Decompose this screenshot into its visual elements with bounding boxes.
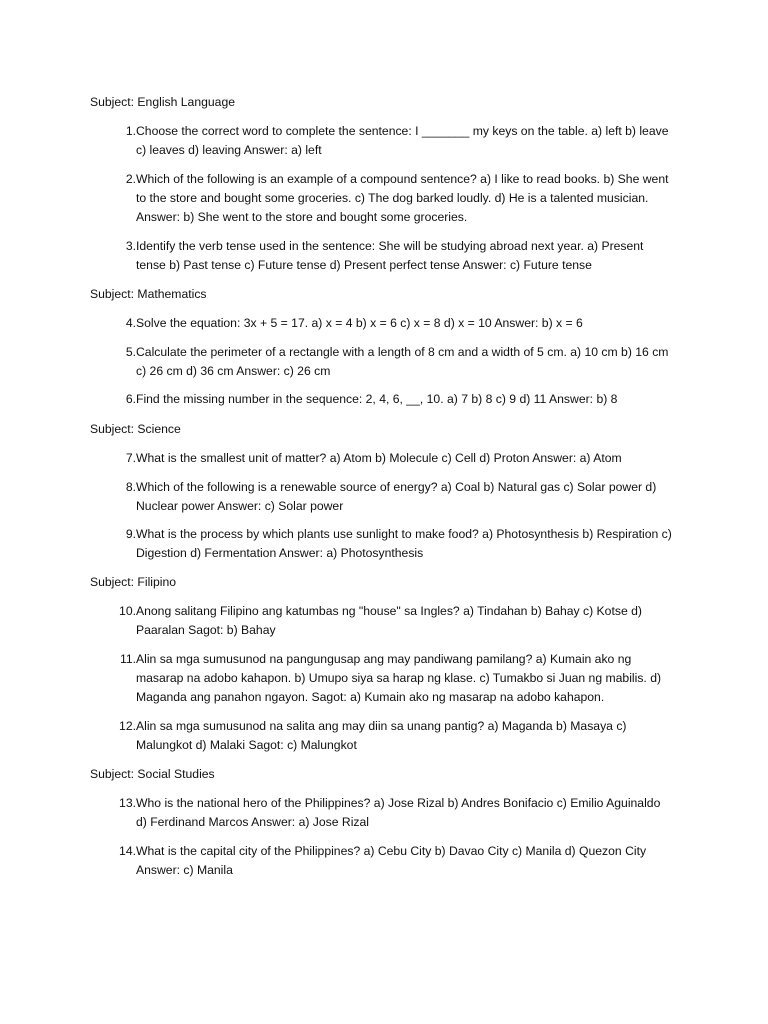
subject-heading-mathematics: Subject: Mathematics bbox=[90, 287, 207, 301]
question-text: Anong salitang Filipino ang katumbas ng "house" sa Ingles? a) Tindahan b) Bahay c) Kotse d) Paaralan Sagot: b) Bahay bbox=[136, 604, 642, 637]
question-text: Who is the national hero of the Philippines? a) Jose Rizal b) Andres Bonifacio c) Emilio Aguinaldo d) Ferdinand Marcos Answer: a) Jose Rizal bbox=[136, 796, 661, 829]
question-number: 10. bbox=[119, 604, 136, 618]
subject-heading-filipino: Subject: Filipino bbox=[90, 575, 177, 589]
question-text: Alin sa mga sumusunod na pangungusap ang may pandiwang pamilang? a) Kumain ako ng masarap na adobo kahapon. b) Umupo siya sa harap ng klase. c) Tumakbo si Juan ng mabilis. d) Maganda ang panahon ngayon. Sagot: a) Kumain ako ng masarap na adobo kahapon. bbox=[136, 652, 662, 704]
question-text: What is the capital city of the Philippines? a) Cebu City b) Davao City c) Manila d) Quezon City Answer: c) Manila bbox=[136, 844, 647, 877]
question-text: Calculate the perimeter of a rectangle with a length of 8 cm and a width of 5 cm. a) 10 cm b) 16 cm c) 26 cm d) 36 cm Answer: c) 26 cm bbox=[136, 345, 669, 378]
subject-heading-english: Subject: English Language bbox=[90, 95, 236, 109]
question-text: Choose the correct word to complete the sentence: I _______ my keys on the table. a) left b) leave c) leaves d) leaving Answer: a) left bbox=[136, 124, 669, 157]
question-text: Which of the following is an example of a compound sentence? a) I like to read books. b) She went to the store and bought some groceries. c) The dog barked loudly. d) He is a talented musician. Answer: b) She went to the store and bought some groceries. bbox=[136, 172, 669, 224]
question-text: Solve the equation: 3x + 5 = 17. a) x = 4 b) x = 6 c) x = 8 d) x = 10 Answer: b) x = 6 bbox=[136, 316, 583, 330]
question-number: 1. bbox=[125, 124, 136, 138]
question-text: What is the process by which plants use sunlight to make food? a) Photosynthesis b) Respiration c) Digestion d) Fermentation Answer: a) Photosynthesis bbox=[136, 527, 672, 560]
question-number: 11. bbox=[119, 652, 136, 666]
subject-heading-science: Subject: Science bbox=[90, 422, 181, 436]
question-number: 14. bbox=[119, 844, 136, 858]
question-number: 9. bbox=[125, 527, 136, 541]
question-text: Find the missing number in the sequence: 2, 4, 6, __, 10. a) 7 b) 8 c) 9 d) 11 Answer: b) 8 bbox=[136, 392, 618, 406]
question-text: What is the smallest unit of matter? a) Atom b) Molecule c) Cell d) Proton Answer: a) Atom bbox=[136, 451, 622, 465]
question-number: 3. bbox=[125, 239, 136, 253]
question-text: Which of the following is a renewable source of energy? a) Coal b) Natural gas c) Solar power d) Nuclear power Answer: c) Solar power bbox=[136, 480, 657, 513]
question-number: 8. bbox=[125, 480, 136, 494]
question-number: 7. bbox=[125, 451, 136, 465]
question-number: 5. bbox=[125, 345, 136, 359]
subject-heading-social-studies: Subject: Social Studies bbox=[90, 767, 215, 781]
question-number: 2. bbox=[125, 172, 136, 186]
question-number: 4. bbox=[125, 316, 136, 330]
question-text: Alin sa mga sumusunod na salita ang may diin sa unang pantig? a) Maganda b) Masaya c) Malungkot d) Malaki Sagot: c) Malungkot bbox=[136, 719, 627, 752]
question-text: Identify the verb tense used in the sentence: She will be studying abroad next year. a) Present tense b) Past tense c) Future tense d) Present perfect tense Answer: c) Future tense bbox=[136, 239, 644, 272]
question-number: 6. bbox=[125, 392, 136, 406]
question-number: 13. bbox=[119, 796, 136, 810]
question-number: 12. bbox=[119, 719, 136, 733]
